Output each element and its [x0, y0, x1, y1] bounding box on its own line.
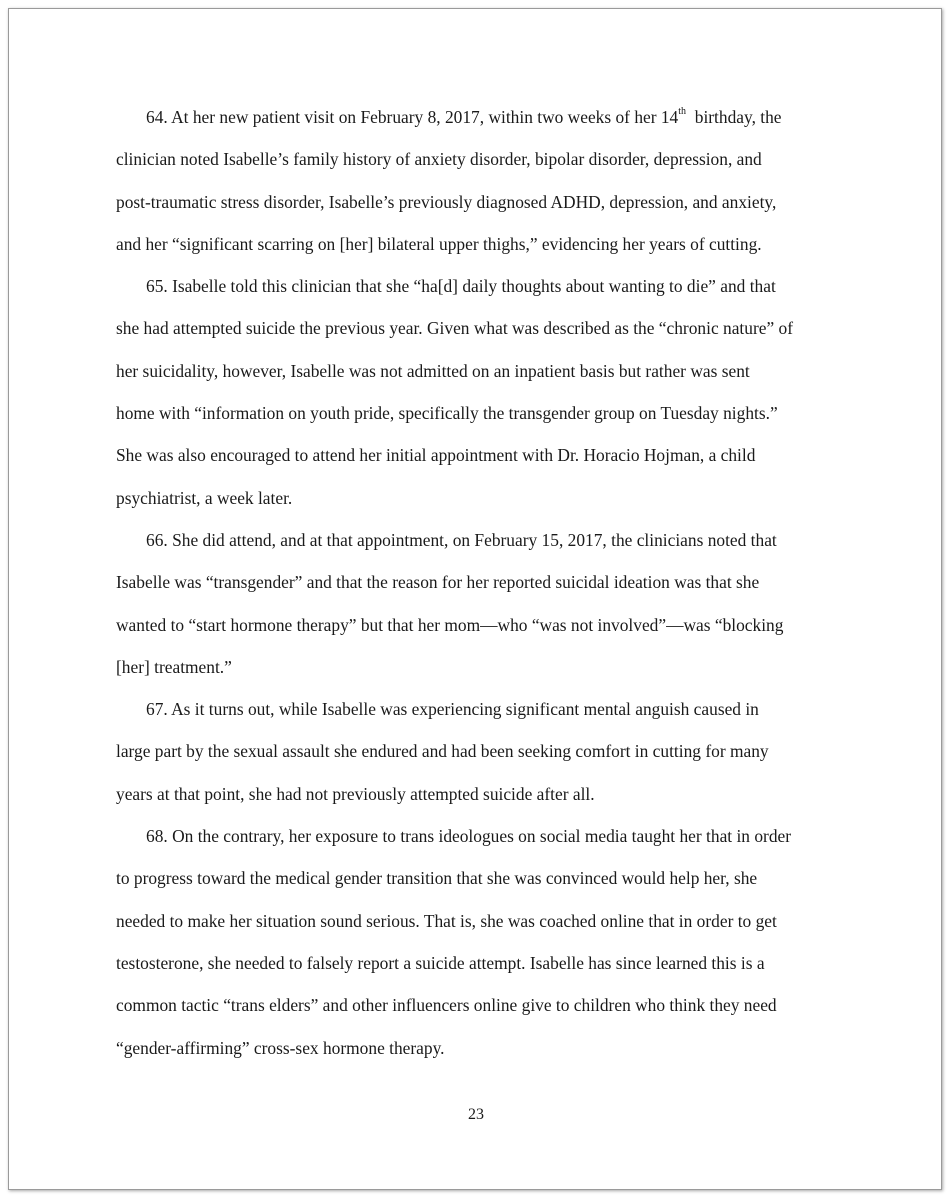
paragraph-line: [her] treatment.” — [116, 656, 232, 677]
paragraph-line: wanted to “start hormone therapy” but that her mom—who “was not involved”—was “blocking — [116, 614, 784, 635]
paragraph-line: 67. As it turns out, while Isabelle was experiencing significant mental anguish caused in — [146, 699, 759, 720]
document-body — [116, 96, 836, 1069]
paragraph-68 — [116, 815, 836, 1069]
line-text-tail: birthday, the — [686, 107, 782, 127]
line-text: 64. At her new patient visit on February 8, 2017, within two weeks of her 14 — [146, 107, 679, 127]
paragraph-line: and her “significant scarring on [her] bilateral upper thighs,” evidencing her years of cutting. — [116, 233, 762, 254]
paragraph-line: testosterone, she needed to falsely report a suicide attempt. Isabelle has since learned this is a — [116, 952, 765, 973]
paragraph-line — [116, 96, 836, 138]
paragraph-line: large part by the sexual assault she endured and had been seeking comfort in cutting for many — [116, 741, 769, 762]
paragraph-67 — [116, 688, 836, 815]
paragraph-65 — [116, 265, 836, 519]
paragraph-64 — [116, 96, 836, 265]
paragraph-line: 68. On the contrary, her exposure to trans ideologues on social media taught her that in order — [146, 826, 792, 847]
paragraph-line: clinician noted Isabelle’s family history of anxiety disorder, bipolar disorder, depression, and — [116, 149, 762, 170]
paragraph-line: her suicidality, however, Isabelle was not admitted on an inpatient basis but rather was sent — [116, 360, 750, 381]
paragraph-line: years at that point, she had not previously attempted suicide after all. — [116, 783, 595, 804]
paragraph-line: needed to make her situation sound serious. That is, she was coached online that in order to get — [116, 910, 777, 931]
paragraph-line: Isabelle was “transgender” and that the reason for her reported suicidal ideation was that she — [116, 572, 760, 593]
paragraph-line: she had attempted suicide the previous year. Given what was described as the “chronic nature” of — [116, 318, 794, 339]
paragraph-line: psychiatrist, a week later. — [116, 487, 293, 508]
paragraph-line: 66. She did attend, and at that appointment, on February 15, 2017, the clinicians noted that — [146, 529, 777, 550]
paragraph-line: 65. Isabelle told this clinician that she “ha[d] daily thoughts about wanting to die” and that — [146, 276, 776, 297]
paragraph-line: home with “information on youth pride, specifically the transgender group on Tuesday nights.” — [116, 403, 778, 424]
paragraph-line: She was also encouraged to attend her initial appointment with Dr. Horacio Hojman, a child — [116, 445, 756, 466]
paragraph-line: common tactic “trans elders” and other influencers online give to children who think they need — [116, 995, 777, 1016]
paragraph-line: to progress toward the medical gender transition that she was convinced would help her, she — [116, 868, 758, 889]
ordinal-superscript: th — [678, 106, 687, 118]
paragraph-line: “gender-affirming” cross-sex hormone therapy. — [116, 1037, 445, 1058]
paragraph-66 — [116, 519, 836, 688]
page-number: 23 — [468, 1106, 484, 1123]
paragraph-line: post-traumatic stress disorder, Isabelle’s previously diagnosed ADHD, depression, and anxiety, — [116, 191, 777, 212]
